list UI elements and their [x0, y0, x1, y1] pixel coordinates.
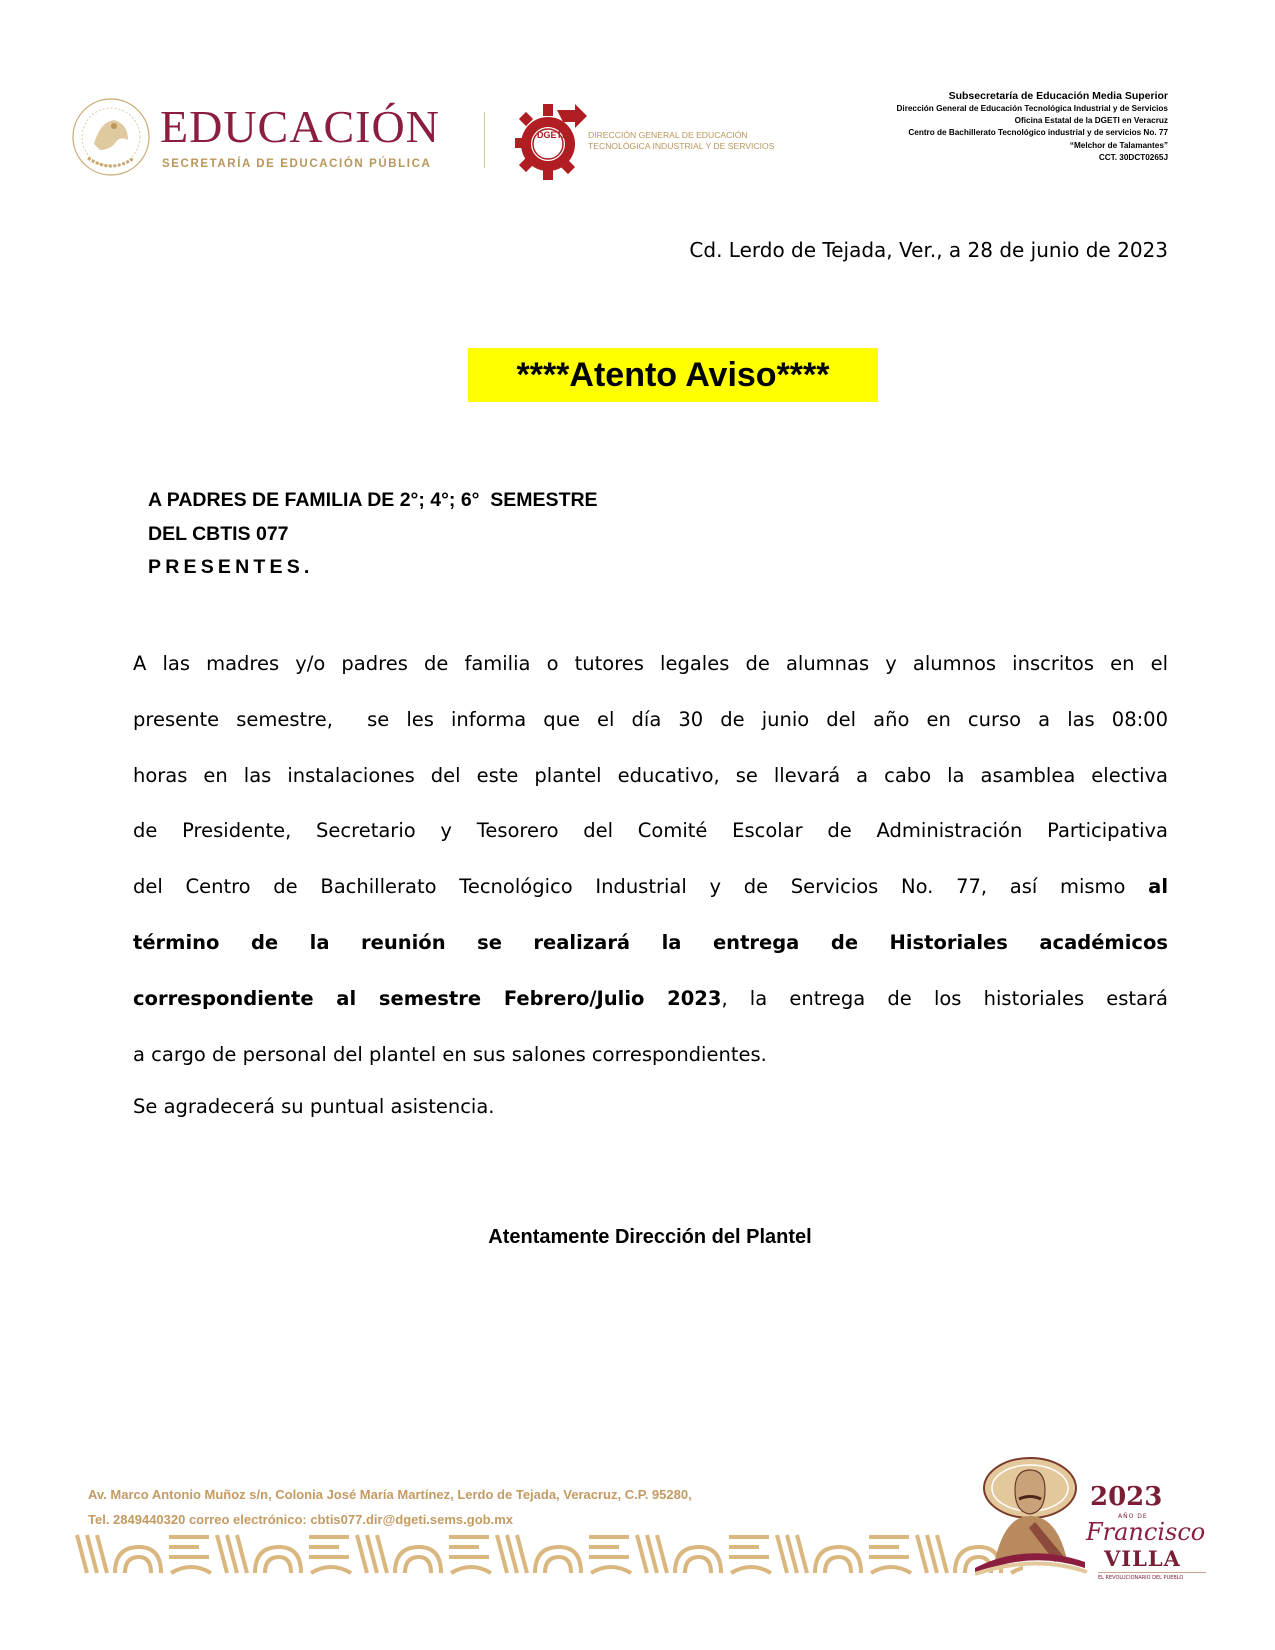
villa-logo-ano-de: AÑO DE	[1118, 1513, 1148, 1520]
villa-logo-rule	[1098, 1572, 1206, 1573]
body-bold-text: término de la reunión se realizará la entrega de Historiales académicos	[133, 930, 1168, 954]
body-line: a cargo de personal del plantel en sus salones correspondientes.	[133, 1042, 767, 1066]
body-paragraph	[133, 636, 1168, 1134]
body-line: Se agradecerá su puntual asistencia.	[133, 1094, 495, 1118]
body-bold-text: correspondiente al semestre Febrero/Julio 2023	[133, 986, 722, 1010]
logo-divider	[484, 112, 485, 168]
header-line-nombre: “Melchor de Talamantes”	[1069, 140, 1168, 150]
addressee-line-1: A PADRES DE FAMILIA DE 2°; 4°; 6° SEMESTRE	[148, 489, 598, 511]
header-line-subsecretaria: Subsecretaría de Educación Media Superior	[948, 90, 1168, 102]
dgeti-gear-logo	[513, 102, 589, 182]
sep-subtitle: SECRETARÍA DE EDUCACIÓN PÚBLICA	[162, 158, 432, 170]
body-bold-text: al	[1148, 875, 1168, 899]
body-line: horas en las instalaciones del este plantel educativo, se llevará a cabo la asamblea electiva	[133, 763, 1168, 787]
villa-logo-year: 2023	[1090, 1482, 1163, 1512]
body-line: presente semestre, se les informa que el día 30 de junio del año en curso a las 08:00	[133, 707, 1168, 731]
decorative-pattern-band	[73, 1533, 1023, 1575]
footer-phone-email: Tel. 2849440320 correo electrónico: cbtis077.dir@dgeti.sems.gob.mx	[88, 1512, 514, 1527]
header-line-direccion: Dirección General de Educación Tecnológica Industrial y de Servicios	[896, 104, 1168, 113]
institution-header	[897, 90, 1169, 164]
body-text: del Centro de Bachillerato Tecnológico Industrial y de Servicios No. 77, así mismo	[133, 875, 1149, 899]
addressee-line-3: PRESENTES.	[148, 556, 314, 578]
dgeti-line-1: DIRECCIÓN GENERAL DE EDUCACIÓN	[588, 130, 748, 140]
header-line-cct: CCT. 30DCT0265J	[1098, 152, 1168, 162]
footer-contact	[88, 1482, 692, 1532]
addressee-line-2: DEL CBTIS 077	[148, 522, 289, 545]
mexican-seal-logo	[70, 94, 152, 180]
villa-logo-tagline: EL REVOLUCIONARIO DEL PUEBLO	[1098, 1575, 1184, 1581]
villa-logo-name: Francisco	[1086, 1518, 1206, 1546]
date-line: Cd. Lerdo de Tejada, Ver., a 28 de junio de 2023	[689, 238, 1168, 262]
body-line	[133, 971, 1168, 1027]
addressee-block	[148, 484, 598, 585]
dgeti-logo-text	[588, 130, 774, 152]
notice-title: ****Atento Aviso****	[516, 356, 830, 394]
header-line-centro: Centro de Bachillerato Tecnológico industrial y de servicios No. 77	[908, 128, 1168, 138]
dgeti-badge-text: DGETI	[537, 130, 565, 140]
dgeti-line-2: TECNOLÓGICA INDUSTRIAL Y DE SERVICIOS	[588, 141, 775, 151]
body-line	[133, 915, 1168, 971]
body-line	[133, 859, 1168, 915]
closing-signature: Atentamente Dirección del Plantel	[488, 1226, 812, 1248]
footer-address: Av. Marco Antonio Muñoz s/n, Colonia José María Martínez, Lerdo de Tejada, Veracruz, C.P. 95280,	[88, 1487, 692, 1502]
body-text: , la entrega de los historiales estará	[721, 986, 1168, 1010]
header-line-oficina: Oficina Estatal de la DGETI en Veracruz	[1014, 116, 1168, 126]
notice-title-highlight	[468, 348, 878, 402]
body-line: de Presidente, Secretario y Tesorero del Comité Escolar de Administración Participativa	[133, 819, 1168, 843]
body-line: A las madres y/o padres de familia o tutores legales de alumnas y alumnos inscritos en el	[133, 652, 1168, 675]
educacion-logo-title: EDUCACIÓN	[160, 101, 440, 152]
villa-logo-surname: VILLA	[1104, 1546, 1181, 1571]
